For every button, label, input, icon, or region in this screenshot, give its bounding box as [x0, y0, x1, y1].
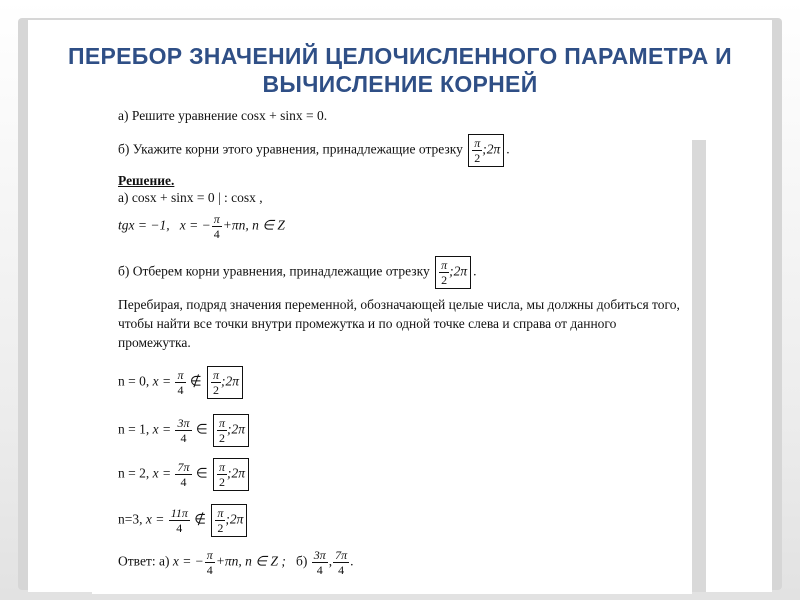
solution-step1: а) cosx + sinx = 0 | : cosx ,: [118, 190, 263, 205]
task-a: а) Решите уравнение cosx + sinx = 0.: [118, 108, 328, 123]
case-row-n3: n=3, x = $\frac{11\pi}{4}$ ∉ $\frac{\pi}{2}$ ;2π: [118, 504, 249, 537]
solution-step2: tgx = −1, x = − $\frac{\pi}{4}$ +πn, n ∈ Z: [118, 212, 285, 241]
solution-paragraph: Перебирая, подряд значения переменной, обозначающей целые числа, мы должны добиться того, чтобы найти все точки внутри промежутка и по одной точке слева и справа от данного промежутка.: [118, 297, 680, 350]
case-row-n1: n = 1, x = $\frac{3\pi}{4}$ ∈ $\frac{\pi}{2}$ ;2π: [118, 414, 251, 447]
task-b: б) Укажите корни этого уравнения, принадлежащие отрезку $\frac{\pi}{2}$ ;2π .: [118, 136, 510, 165]
interval-bracket: $\frac{\pi}{2}$ ;2π: [468, 134, 504, 167]
solution-heading: Решение.: [118, 173, 175, 188]
solution-step3: б) Отберем корни уравнения, принадлежащие отрезку $\frac{\pi}{2}$ ;2π .: [118, 258, 477, 287]
decorative-gray-band: [690, 140, 706, 592]
task-b-text: б) Укажите корни этого уравнения, принадлежащие отрезку: [118, 141, 463, 157]
slide-title: ПЕРЕБОР ЗНАЧЕНИЙ ЦЕЛОЧИСЛЕННОГО ПАРАМЕТРА И ВЫЧИСЛЕНИЕ КОРНЕЙ: [67, 43, 733, 97]
fraction-pi-2: $\frac{\pi}{2}$: [474, 136, 481, 165]
scanned-document: [92, 100, 692, 594]
case-row-n2: n = 2, x = $\frac{7\pi}{4}$ ∈ $\frac{\pi}{2}$ ;2π: [118, 458, 251, 491]
interval-bracket: $\frac{\pi}{2}$ ;2π: [435, 256, 471, 289]
fraction-pi-4: $\frac{\pi}{4}$: [213, 212, 220, 241]
answer-row: Ответ: а) x = − $\frac{\pi}{4}$ +πn, n ∈ Z ; б) $\frac{3\pi}{4}$ , $\frac{7\pi}{4}$ .: [118, 548, 354, 577]
case-row-n0: n = 0, x = $\frac{\pi}{4}$ ∉ $\frac{\pi}{2}$ ;2π: [118, 366, 245, 399]
